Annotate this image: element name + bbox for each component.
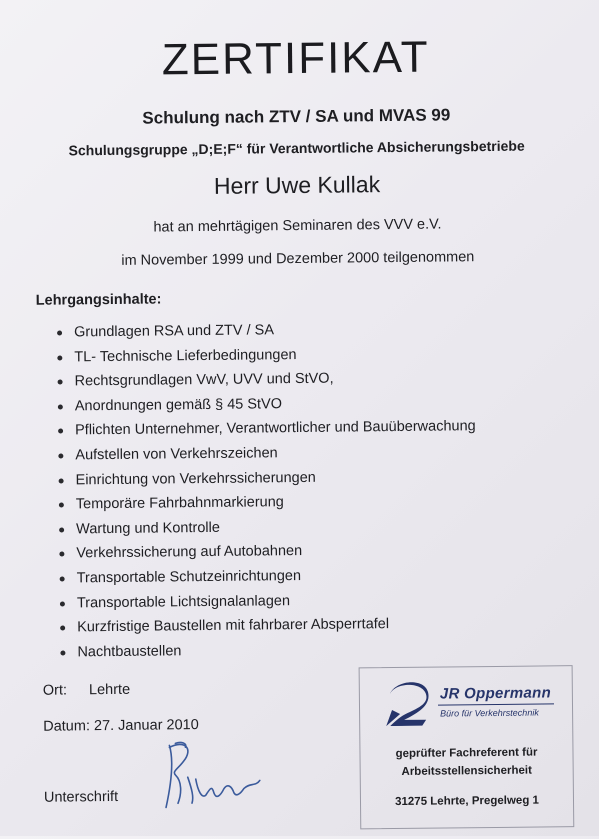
location-line bbox=[43, 682, 130, 699]
stamp-address: 31275 Lehrte, Pregelweg 1 bbox=[395, 794, 539, 809]
training-group: Schulungsgruppe „D;E;F“ für Verantwortliche Absicherungsbetriebe bbox=[68, 137, 525, 159]
bullet-icon bbox=[60, 650, 65, 655]
bullet-icon bbox=[60, 576, 65, 581]
company-stamp bbox=[359, 665, 575, 829]
location-value: Lehrte bbox=[88, 681, 131, 699]
certificate-title: ZERTIFIKAT bbox=[161, 32, 430, 85]
bullet-icon bbox=[60, 626, 65, 631]
recipient-name: Herr Uwe Kullak bbox=[213, 171, 381, 199]
list-item: Verkehrssicherung auf Autobahnen bbox=[45, 537, 477, 566]
list-item: TL- Technische Lieferbedingungen bbox=[43, 341, 475, 370]
bullet-icon bbox=[59, 503, 64, 508]
handwritten-signature bbox=[151, 736, 282, 817]
bullet-icon bbox=[59, 552, 64, 557]
list-item: Rechtsgrundlagen VwV, UVV und StVO, bbox=[43, 365, 475, 394]
list-item: Grundlagen RSA und ZTV / SA bbox=[43, 316, 475, 345]
bullet-icon bbox=[59, 527, 64, 532]
contents-list bbox=[43, 316, 478, 665]
participation-line-1: hat an mehrtägigen Seminaren des VVV e.V. bbox=[153, 216, 442, 236]
company-tagline: Büro für Verkehrstechnik bbox=[440, 707, 539, 719]
contents-heading: Lehrgangsinhalte: bbox=[35, 291, 162, 309]
list-item: Temporäre Fahrbahnmarkierung bbox=[45, 488, 477, 517]
list-item: Wartung und Kontrolle bbox=[45, 513, 477, 542]
location-label: Ort: bbox=[42, 682, 68, 699]
list-item: Einrichtung von Verkehrssicherungen bbox=[44, 464, 476, 493]
list-item: Transportable Lichtsignalanlagen bbox=[46, 587, 478, 616]
signature-label: Unterschrift bbox=[43, 788, 119, 806]
training-subtitle: Schulung nach ZTV / SA und MVAS 99 bbox=[142, 105, 451, 128]
company-name: JR Oppermann bbox=[439, 684, 552, 703]
list-item: Transportable Schutzeinrichtungen bbox=[46, 562, 478, 591]
bullet-icon bbox=[58, 453, 63, 458]
list-item: Nachtbaustellen bbox=[46, 636, 478, 665]
bullet-icon bbox=[58, 380, 63, 385]
list-item: Anordnungen gemäß § 45 StVO bbox=[44, 390, 476, 419]
bullet-icon bbox=[58, 404, 63, 409]
bullet-icon bbox=[59, 478, 64, 483]
bullet-icon bbox=[58, 429, 63, 434]
list-item: Kurzfristige Baustellen mit fahrbarer Absperrtafel bbox=[46, 611, 478, 640]
list-item: Pflichten Unternehmer, Verantwortlicher und Bauüberwachung bbox=[44, 415, 476, 444]
brand-divider bbox=[438, 703, 554, 705]
bullet-icon bbox=[57, 355, 62, 360]
company-logo-icon bbox=[382, 680, 432, 727]
bullet-icon bbox=[57, 330, 62, 335]
participation-line-2: im November 1999 und Dezember 2000 teilgenommen bbox=[121, 249, 475, 269]
stamp-field: Arbeitsstellensicherheit bbox=[401, 764, 532, 778]
list-item: Aufstellen von Verkehrszeichen bbox=[44, 439, 476, 468]
stamp-qualification: geprüfter Fachreferent für bbox=[395, 746, 538, 761]
bullet-icon bbox=[60, 601, 65, 606]
date-line: Datum: 27. Januar 2010 bbox=[43, 717, 199, 735]
